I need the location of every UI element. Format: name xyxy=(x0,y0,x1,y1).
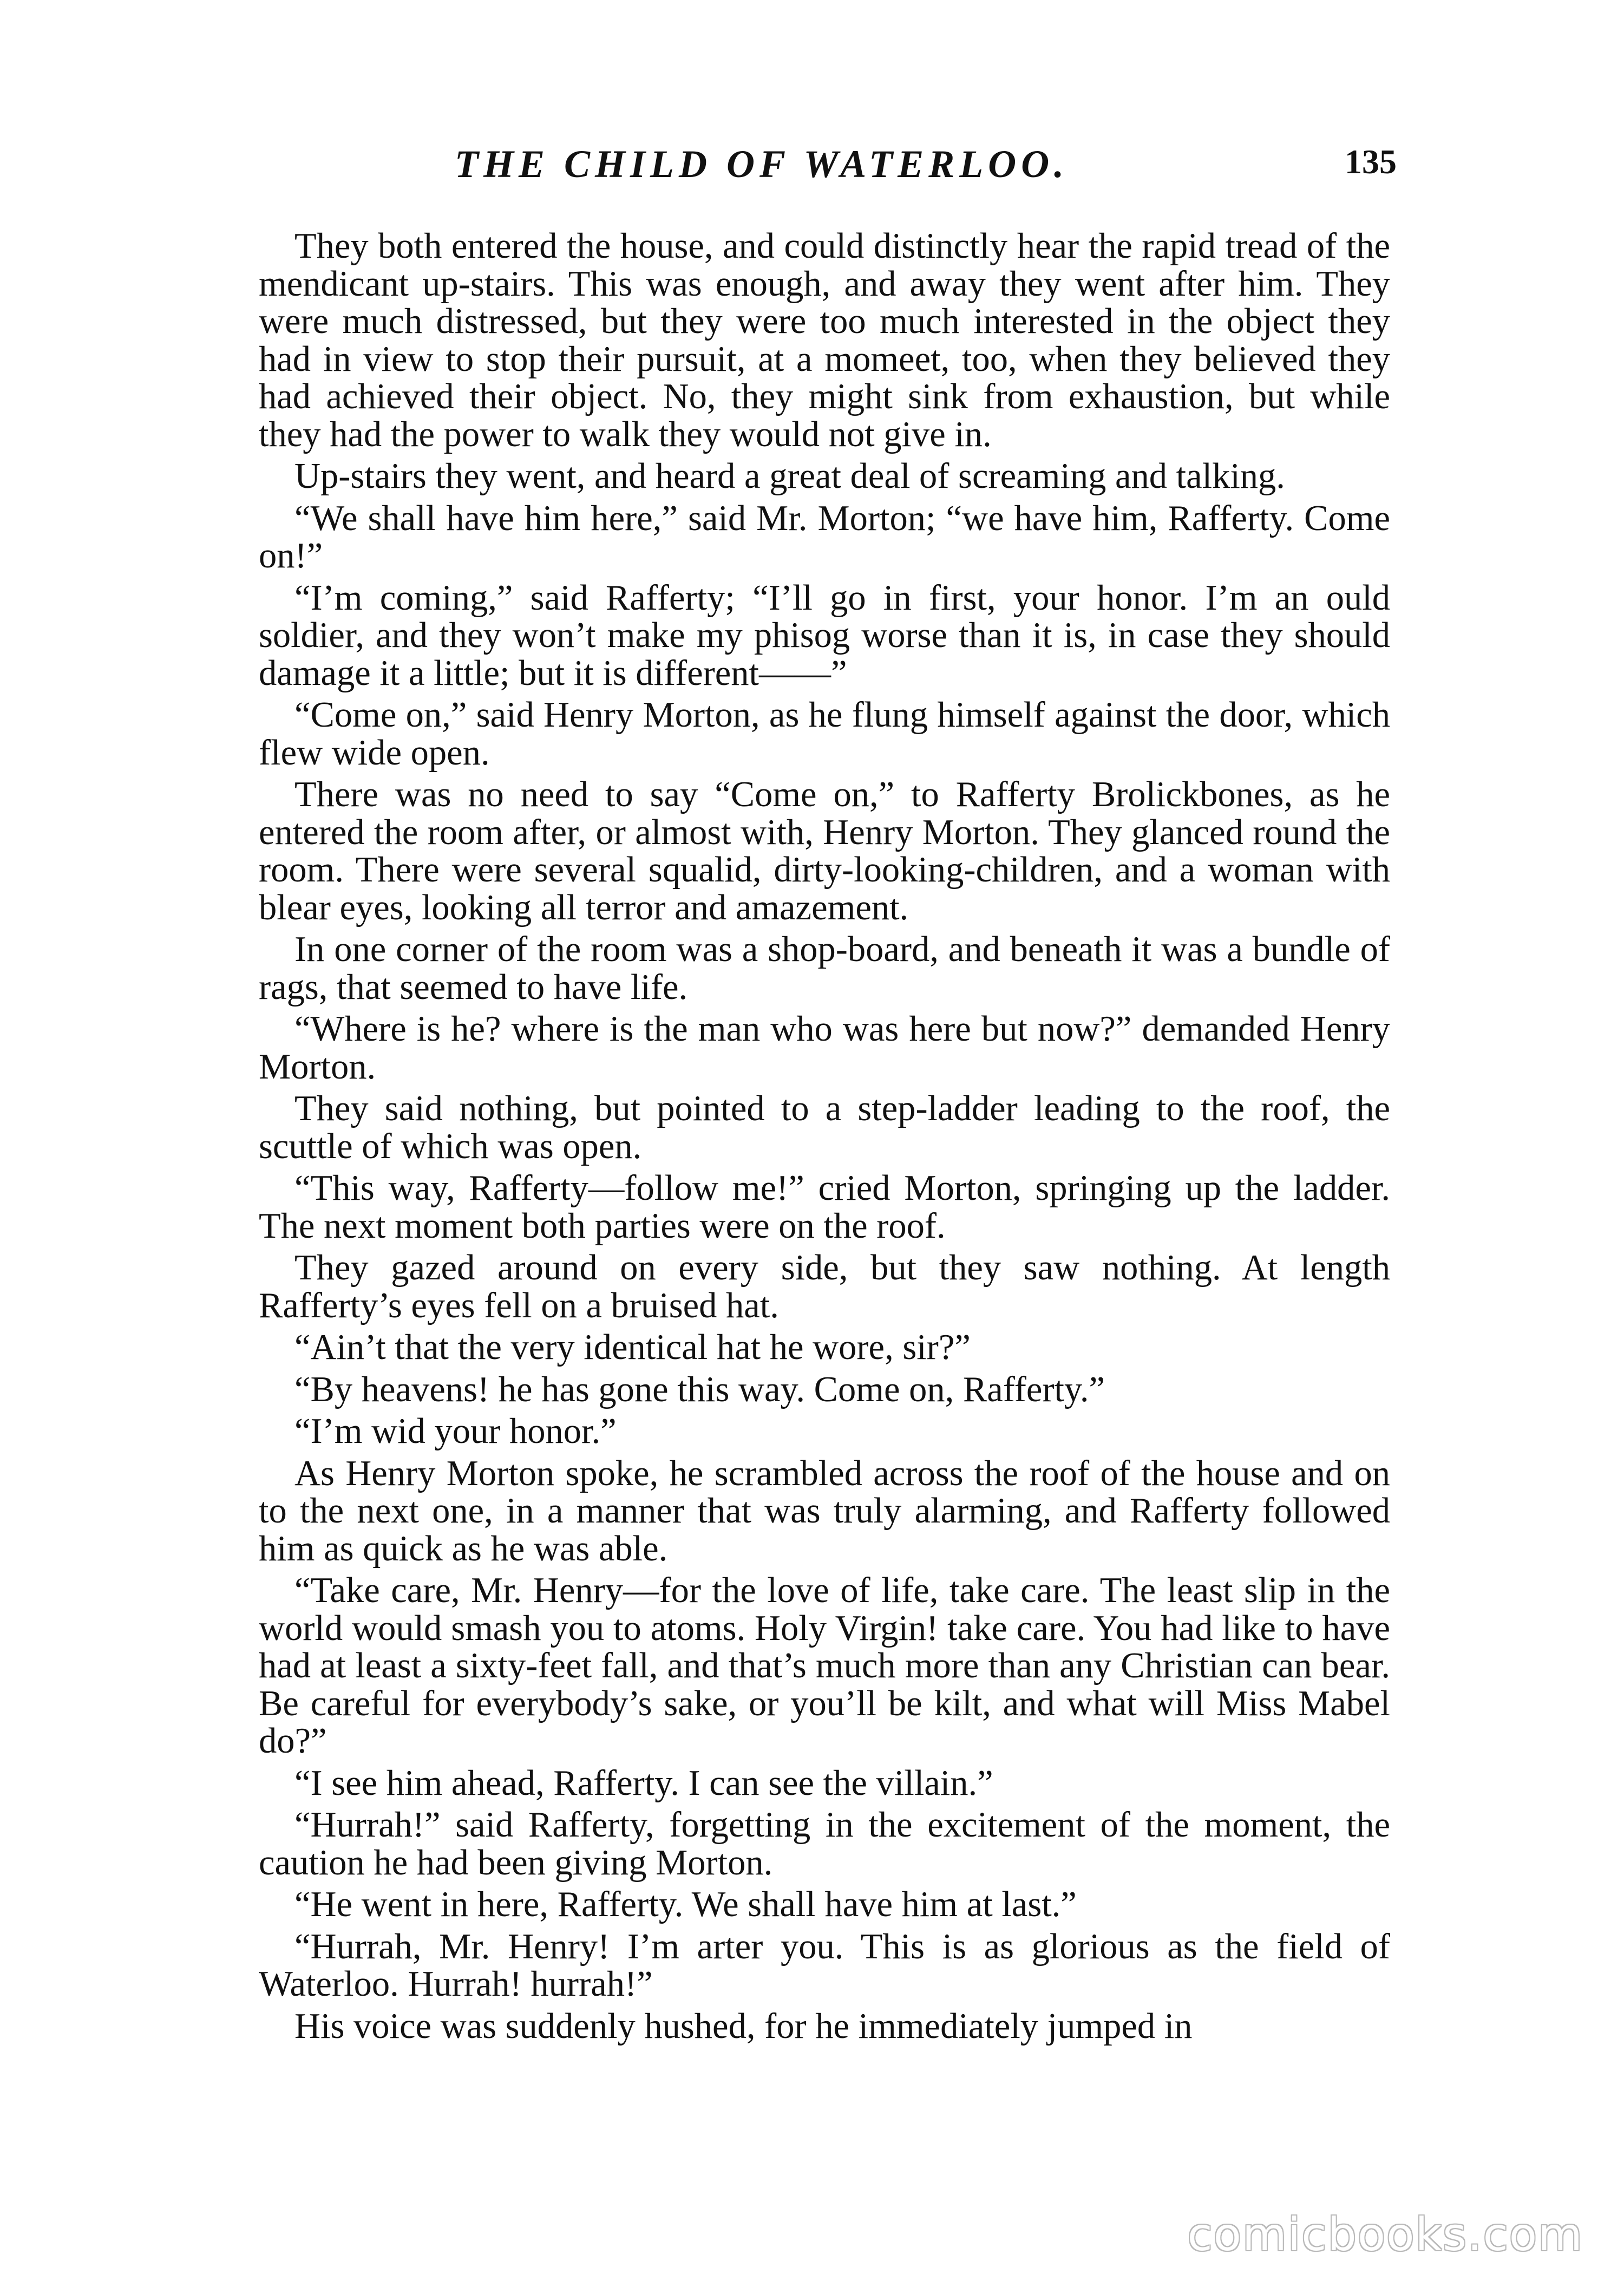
page-number: 135 xyxy=(1345,142,1397,181)
paragraph: “Take care, Mr. Henry—for the love of life, take care. The least slip in the world would smash you to atoms. Holy Virgin! take care. You had like to have had at least a sixty-feet fall, and that’s much more than any Christian can bear. Be careful for everybody’s sake, or you’ll be kilt, and what will Miss Mabel do?” xyxy=(259,1571,1390,1761)
paragraph: They said nothing, but pointed to a step-ladder leading to the roof, the scuttle of which was open. xyxy=(259,1089,1390,1166)
paragraph: “Come on,” said Henry Morton, as he flung himself against the door, which flew wide open. xyxy=(259,695,1390,773)
running-title: THE CHILD OF WATERLOO. xyxy=(455,142,1069,186)
paragraph: “Hurrah, Mr. Henry! I’m arter you. This is as glorious as the field of Waterloo. Hurrah! hurrah!” xyxy=(259,1926,1390,2004)
paragraph: There was no need to say “Come on,” to Rafferty Brolickbones, as he entered the room after, or almost with, Henry Morton. They glanced round the room. There were several squalid, dirty-looking-children, and a woman with blear eyes, looking all terror and amazement. xyxy=(259,775,1390,927)
paragraph: “Where is he? where is the man who was here but now?” demanded Henry Morton. xyxy=(259,1009,1390,1087)
paragraph: They both entered the house, and could distinctly hear the rapid tread of the mendicant up-stairs. This was enough, and away they went after him. They were much distressed, but they were too much interested in the object they had in view to stop their pursuit, at a momeet, too, when they believed they had achieved their object. No, they might sink from exhaustion, but while they had the power to walk they would not give in. xyxy=(259,226,1390,454)
paragraph: “He went in here, Rafferty. We shall have him at last.” xyxy=(294,1885,1077,1924)
paragraph: As Henry Morton spoke, he scrambled across the roof of the house and on to the next one, in a manner that was truly alarming, and Rafferty followed him as quick as he was able. xyxy=(259,1453,1390,1569)
body-text xyxy=(259,227,1390,2045)
paragraph: “By heavens! he has gone this way. Come on, Rafferty.” xyxy=(294,1369,1105,1409)
paragraph: In one corner of the room was a shop-board, and beneath it was a bundle of rags, that seemed to have life. xyxy=(259,930,1390,1007)
paragraph: They gazed around on every side, but they saw nothing. At length Rafferty’s eyes fell on a bruised hat. xyxy=(259,1248,1390,1325)
paragraph: “I see him ahead, Rafferty. I can see the villain.” xyxy=(294,1763,993,1803)
paragraph: His voice was suddenly hushed, for he immediately jumped in xyxy=(294,2006,1193,2046)
watermark: comicbooks.com xyxy=(1187,2208,1583,2261)
running-header xyxy=(260,142,1397,196)
paragraph: “Hurrah!” said Rafferty, forgetting in the excitement of the moment, the caution he had been giving Morton. xyxy=(259,1805,1390,1883)
paragraph: Up-stairs they went, and heard a great deal of screaming and talking. xyxy=(294,456,1285,496)
paragraph: “We shall have him here,” said Mr. Morton; “we have him, Rafferty. Come on!” xyxy=(259,498,1390,576)
paragraph: “This way, Rafferty—follow me!” cried Morton, springing up the ladder. The next moment both parties were on the roof. xyxy=(259,1168,1390,1246)
paragraph: “I’m coming,” said Rafferty; “I’ll go in first, your honor. I’m an ould soldier, and they won’t make my phisog worse than it is, in case they should damage it a little; but it is different——” xyxy=(259,578,1390,693)
paragraph: “I’m wid your honor.” xyxy=(294,1412,617,1451)
paragraph: “Ain’t that the very identical hat he wore, sir?” xyxy=(294,1328,971,1367)
